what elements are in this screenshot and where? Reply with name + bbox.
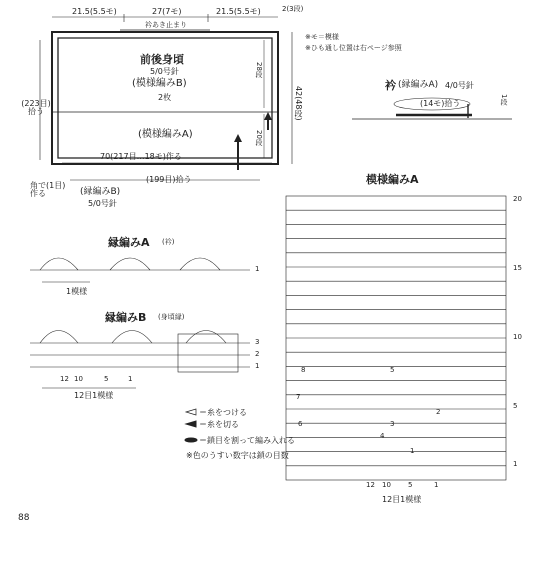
fuchi-b-row-1: 1: [255, 362, 260, 370]
fuchi-b-mark-10: 10: [74, 375, 83, 383]
mark-12: 12: [366, 481, 375, 489]
row-label-1: 1: [513, 460, 518, 468]
pattern-a-chart: [286, 196, 506, 480]
count-6: 6: [298, 420, 303, 428]
fuchi-a-title: 縁編みA: [108, 236, 150, 249]
legend-attach: ＝糸をつける: [199, 408, 247, 417]
legend-cut: ＝糸を切る: [199, 420, 239, 429]
bottom-row: 70(217目…18モ)作る: [100, 152, 182, 161]
collar-loop: (14モ)拾う: [420, 99, 461, 108]
body-pattern-b: (模様編みB): [132, 78, 187, 89]
count-5: 5: [390, 366, 395, 374]
fuchi-b-row-3: 3: [255, 338, 260, 346]
neck-stop: 衿あき止まり: [145, 21, 187, 29]
corner-note: 角で(1目)作る: [30, 181, 66, 198]
note-mo: ※モ＝模様: [305, 33, 339, 41]
fuchi-a-sub: (衿): [162, 238, 175, 246]
mark-1: 1: [434, 481, 439, 489]
edge-rows: 2(3段): [282, 5, 304, 13]
left-pickup: (223目)拾う: [21, 99, 51, 116]
fuchi-needle: 5/0号針: [88, 199, 117, 208]
row-label-20: 20: [513, 195, 522, 203]
count-7: 7: [296, 393, 301, 401]
fuchi-b-mark-5: 5: [104, 375, 109, 383]
page-number: 88: [18, 513, 30, 523]
pickup-count: (199目)拾う: [146, 175, 192, 184]
collar-sub: (縁編みA): [398, 80, 439, 90]
fuchi-b-mark-1: 1: [128, 375, 133, 383]
fuchi-b-repeat: 12目1模様: [74, 391, 114, 400]
dim-mid: 27(7モ): [152, 7, 182, 16]
body-pattern-a: (模様編みA): [138, 129, 193, 140]
body-count: 2枚: [158, 93, 172, 102]
pattern-a-repeat: 12目1模様: [382, 495, 422, 504]
count-4: 4: [380, 432, 385, 440]
collar-needle: 4/0号針: [445, 81, 474, 90]
row-label-10: 10: [513, 333, 522, 341]
legend-light: ※色のうすい数字は鎖の目数: [186, 451, 289, 460]
count-2: 2: [436, 408, 441, 416]
pattern-a-title: 模様編みA: [366, 173, 419, 186]
fuchi-b-sub: (身頃縁): [158, 313, 185, 321]
rows-20: 20段: [255, 130, 263, 146]
edging-a-chart: [30, 258, 250, 282]
fuchi-b-mark-12: 12: [60, 375, 69, 383]
body-needle: 5/0号針: [150, 67, 179, 76]
row-label-5: 5: [513, 402, 518, 410]
count-1: 1: [410, 447, 415, 455]
fuchi-a-row: 1: [255, 265, 260, 273]
height-dim: 42(48段): [294, 86, 303, 121]
row-label-15: 15: [513, 264, 522, 272]
fuchi-b-title: 縁編みB: [105, 311, 147, 324]
note-himo: ※ひも通し位置は右ページ参照: [305, 44, 402, 52]
mark-10: 10: [382, 481, 391, 489]
dim-right: 21.5(5.5モ): [216, 7, 261, 16]
collar-title: 衿: [385, 79, 396, 92]
fuchi-b-row-2: 2: [255, 350, 260, 358]
fuchi-b-label: (縁編みB): [80, 187, 121, 197]
fuchi-a-repeat: 1模様: [66, 287, 88, 296]
legend-bundle: ＝鎖目を割って編み入れる: [199, 436, 295, 445]
count-3: 3: [390, 420, 395, 428]
body-title: 前後身頃: [140, 53, 184, 66]
dim-left: 21.5(5.5モ): [72, 7, 117, 16]
rows-28: 28段: [255, 62, 263, 78]
count-8: 8: [301, 366, 306, 374]
mark-5: 5: [408, 481, 413, 489]
collar-rows: 1段: [500, 94, 508, 106]
